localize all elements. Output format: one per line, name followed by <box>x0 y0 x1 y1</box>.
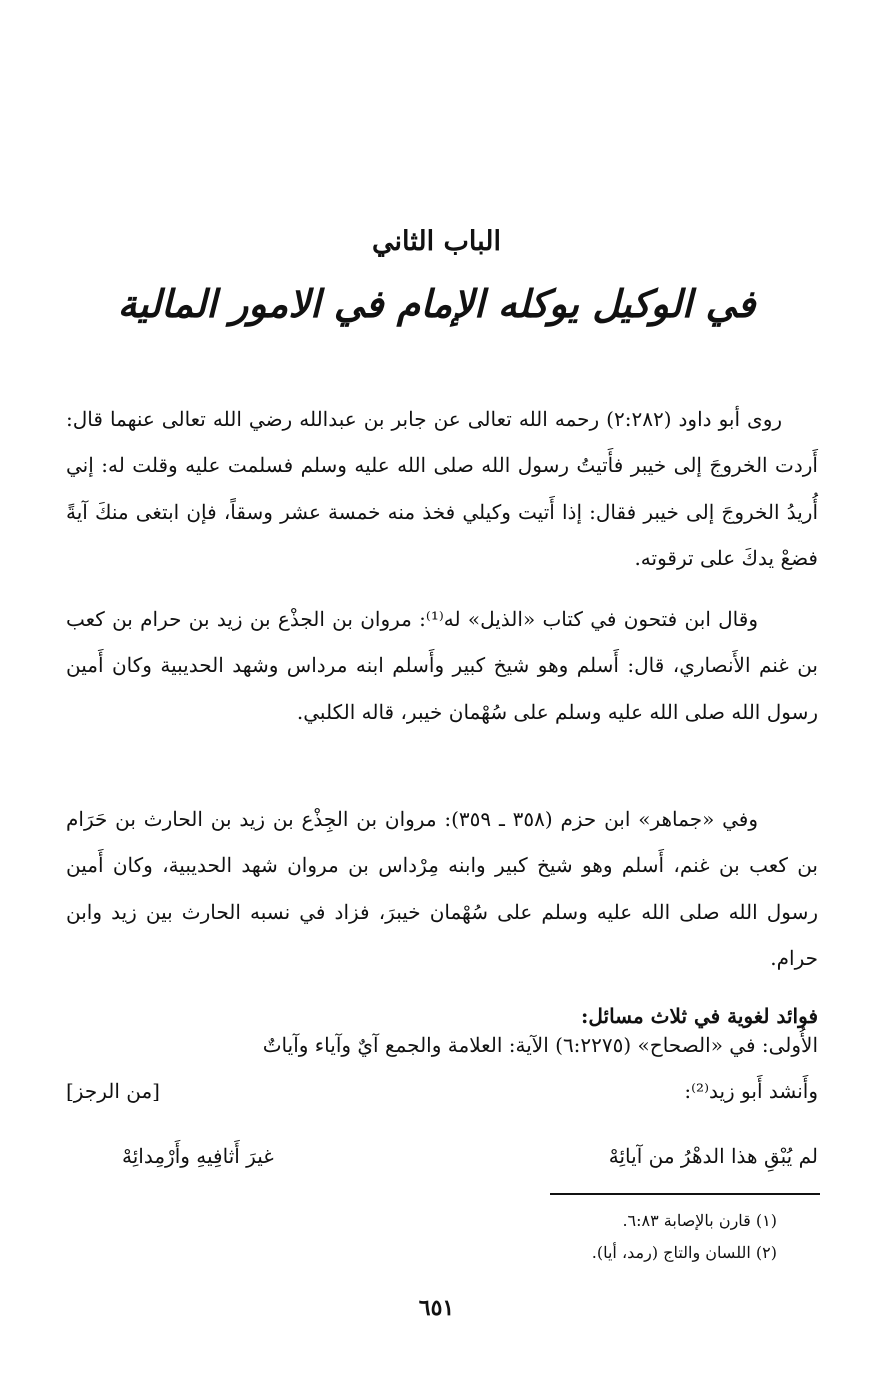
point-one-line <box>66 1022 818 1068</box>
verse-second-hemistich: غيرَ أَثافِيهِ وأَرْمِدائِهْ <box>122 1144 274 1168</box>
paragraph-jamahir: وفي «جماهر» ابن حزم (٣٥٨ ـ ٣٥٩): مروان بن الجِذْع بن زيد بن الحارث بن حَرَام بن كعب بن غنم، أَسلم وهو شيخ كبير وابنه مِرْداس بن مروان شهد الحديبية، وكان أَمين رسول الله صلى الله عليه وسلم على سُهْمان خيبرَ، فزاد في نسبه الحارث بين زيد وابن حرام. <box>66 807 818 970</box>
poem-intro-line <box>66 1068 818 1114</box>
verse-line <box>122 1133 818 1179</box>
point-one-text: الأُولى: في «الصحاح» (٦:٢٢٧٥) الآية: العلامة والجمع آيٌ وآياء وآياتٌ <box>262 1033 818 1057</box>
paragraph-ibn-fathun: وقال ابن فتحون في كتاب «الذيل» له⁽¹⁾: مروان بن الجذْع بن زيد بن حرام بن كعب بن غنم الأَنصاري، قال: أَسلم وهو شيخ كبير وأَسلم ابنه مرداس وشهد الحديبية وكان أَمين رسول الله صلى الله عليه وسلم على سُهْمان خيبر، قاله الكلبي. <box>66 607 818 724</box>
paragraph-abu-dawud: روى أبو داود (٢:٢٨٢) رحمه الله تعالى عن جابر بن عبدالله رضي الله تعالى عنهما قال: أَردت الخروجَ إلى خيبر فأَتيتُ رسول الله صلى الله عليه وسلم فسلمت عليه وقلت له: إني أُريدُ الخروجَ إلى خيبر فقال: إذا أَتيت وكيلي فخذ منه خمسة عشر وسقاً، فإن ابتغى منكَ آيةً فضعْ يدكَ على ترقوته. <box>66 407 818 570</box>
section-heading: فوائد لغوية في ثلاث مسائل: <box>580 1004 818 1028</box>
poem-intro: وأَنشد أَبو زيد⁽²⁾: <box>684 1079 818 1103</box>
chapter-heading: الباب الثاني <box>371 226 502 257</box>
footnote-1: (١) قارن بالإصابة ٦:٨٣. <box>622 1211 777 1230</box>
footnote-2: (٢) اللسان والتاج (رمد، أيا). <box>591 1243 777 1262</box>
verse-first-hemistich: لم يُبْقِ هذا الدهْرُ من آيائِهْ <box>608 1144 818 1168</box>
footnotes <box>592 1205 777 1269</box>
footnote-divider <box>550 1193 820 1195</box>
chapter-title: في الوكيل يوكله الإمام في الامور المالية <box>117 281 756 326</box>
page-number: ٦٥١ <box>418 1295 455 1321</box>
point-one <box>66 1022 818 1114</box>
meter-label: [من الرجز] <box>66 1079 160 1103</box>
